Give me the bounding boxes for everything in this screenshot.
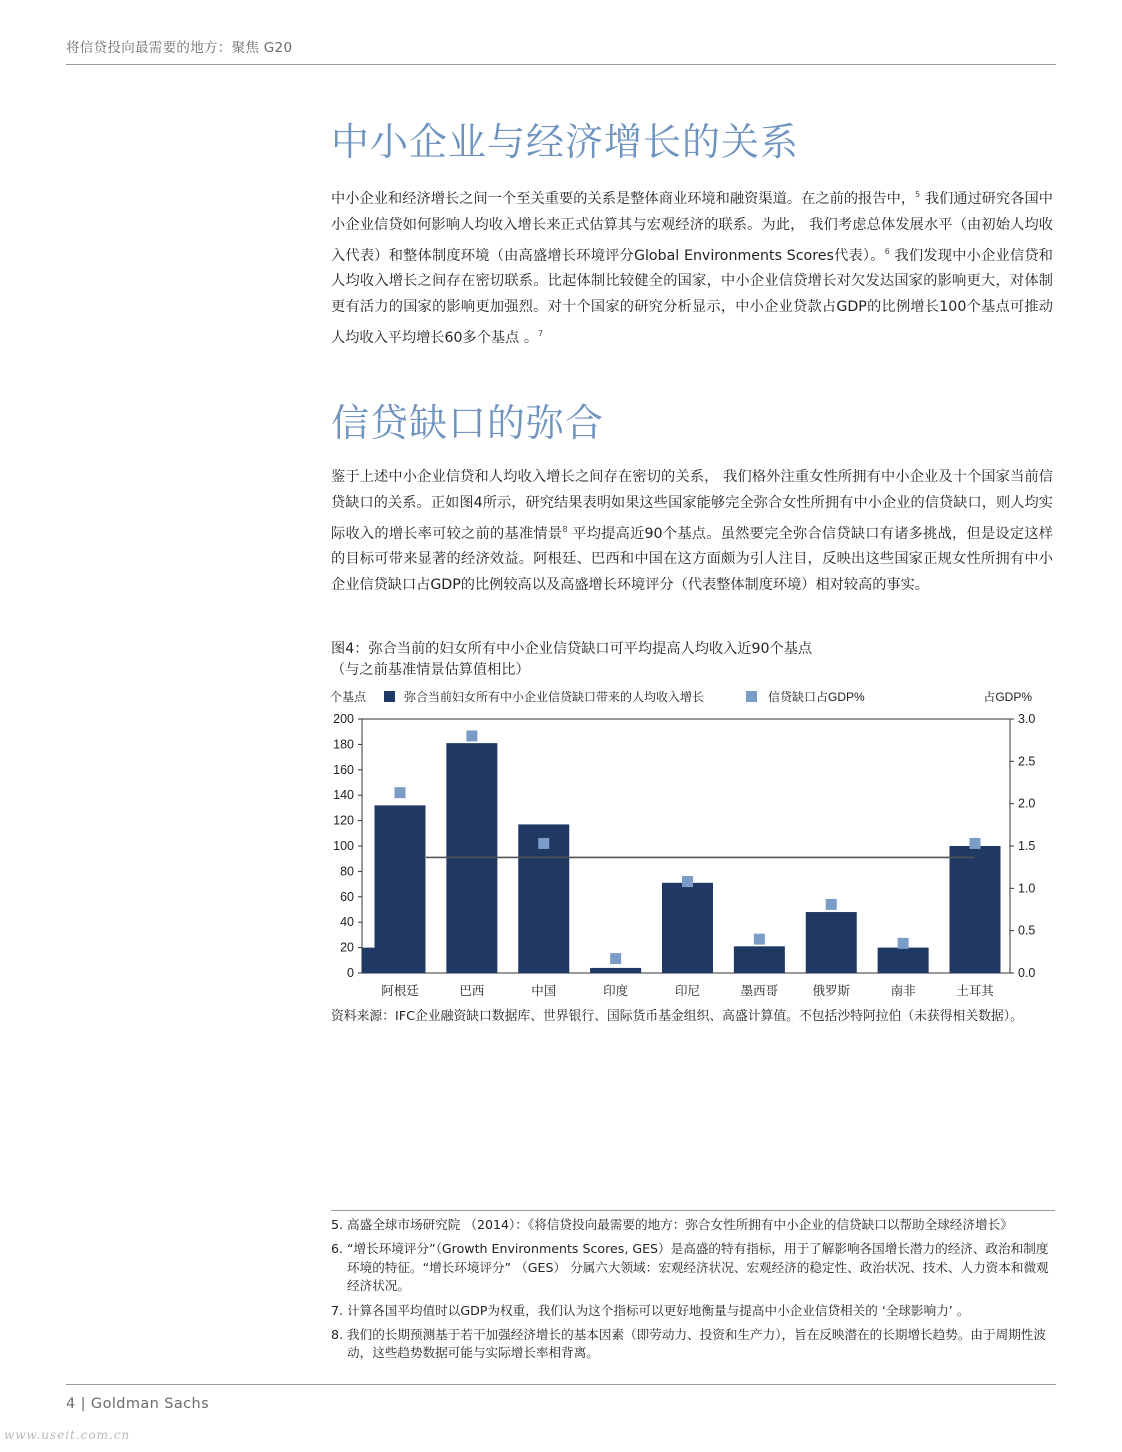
figure-title-line2: （与之前基准情景估算值相比） (331, 662, 530, 678)
bar-3 (590, 968, 641, 973)
page-footer: 4 | Goldman Sachs (66, 1396, 210, 1412)
marker-4 (682, 876, 693, 887)
marker-6 (826, 899, 837, 910)
marker-2 (538, 838, 549, 849)
footnote: 6. “增长环境评分”（Growth Environments Scores, GES）是高盛的特有指标，用于了解影响各国增长潜力的经济、政治和制度环境的特征。“增长环境评分” （GES） 分属六大领域：宏观经济状况、宏观经济的稳定性、政治状况、技术、人力资本和微观经济状况。 (331, 1241, 1049, 1294)
section1-paragraph (331, 182, 1053, 352)
marker-0 (395, 787, 406, 798)
figure-title (331, 639, 1053, 681)
right-tick-label: 1.5 (1018, 839, 1036, 853)
marker-1 (466, 730, 477, 741)
left-tick-label: 100 (333, 839, 354, 853)
category-label: 俄罗斯 (812, 984, 851, 998)
partial-bar (362, 948, 375, 973)
footnote-divider (331, 1210, 1055, 1211)
category-label: 巴西 (459, 984, 485, 998)
category-label: 土耳其 (956, 984, 994, 998)
left-tick-label: 120 (333, 813, 354, 828)
category-label: 阿根廷 (381, 984, 419, 998)
text-run: 平均提高近90个基点。虽然要完全弥合信贷缺口有诸多挑战，但是设定这样的目标可带来显著的经济效益。阿根廷、巴西和中国在这方面颇为引人注目，反映出这些国家正规女性所拥有中小企业信贷缺口占GDP的比例较高以及高盛增长环境评分（代表整体制度环境）相对较高的事实。 (331, 525, 1053, 594)
left-axis-unit: 个基点 (330, 690, 367, 704)
legend-label-markers: 信贷缺口占GDP% (768, 690, 865, 704)
legend-label-bars: 弥合当前妇女所有中小企业信贷缺口带来的人均收入增长 (404, 690, 705, 704)
marker-7 (898, 938, 909, 949)
watermark: www.useit.com.cn (4, 1428, 131, 1442)
legend-swatch-markers (746, 691, 757, 702)
right-tick-label: 2.5 (1018, 754, 1036, 769)
running-header: 将信贷投向最需要的地方：聚焦 G20 (66, 40, 293, 56)
footnote: 7. 计算各国平均值时以GDP为权重，我们认为这个指标可以更好地衡量与提高中小企业信贷相关的 ‘全球影响力’ 。 (331, 1302, 970, 1318)
right-tick-label: 0.5 (1018, 923, 1036, 938)
chart-svg (322, 685, 1062, 1005)
footnote-ref[interactable]: 7 (538, 328, 544, 338)
category-label: 墨西哥 (740, 984, 779, 998)
right-axis-unit: 占GDP% (983, 690, 1032, 704)
bar-4 (662, 883, 713, 973)
bar-6 (806, 912, 857, 973)
footnote-ref[interactable]: 5 (915, 190, 921, 199)
section2-paragraph (331, 465, 1053, 599)
footnotes (331, 1216, 1053, 1369)
footnote: 5. 高盛全球市场研究院 （2014）：《将信贷投向最需要的地方：弥合女性所拥有中小企业的信贷缺口以帮助全球经济增长》 (331, 1217, 1013, 1232)
footnote-ref[interactable]: 8 (562, 524, 568, 534)
legend-swatch-bars (384, 691, 395, 702)
footer-divider (66, 1384, 1056, 1385)
figure-title-line1: 图4：弥合当前的妇女所有中小企业信贷缺口可平均提高人均收入近90个基点 (331, 641, 813, 657)
header-divider (66, 64, 1056, 65)
left-tick-label: 80 (340, 864, 354, 879)
text-run: 鉴于上述中小企业信贷和人均收入增长之间存在密切的关系， 我们格外注重女性所拥有中小企业及十个国家当前信贷缺口的关系。正如图4所示，研究结果表明如果这些国家能够完全弥合女性所拥有中小企业的信贷缺口，则人均实际收入的增长率可较之前的基准情景 (331, 469, 1053, 542)
left-tick-label: 140 (333, 788, 354, 803)
figure-source: 资料来源：IFC企业融资缺口数据库、世界银行、国际货币基金组织、高盛计算值。不包括沙特阿拉伯（未获得相关数据）。 (331, 1009, 1023, 1024)
category-label: 南非 (890, 984, 916, 998)
marker-5 (754, 934, 765, 945)
right-tick-label: 2.0 (1018, 796, 1036, 811)
marker-8 (970, 838, 981, 849)
left-tick-label: 0 (347, 966, 354, 980)
right-tick-label: 0.0 (1018, 966, 1036, 980)
text-run: 我们发现中小企业信贷和人均收入增长之间存在密切联系。比起体制比较健全的国家，中小企业信贷增长对欠发达国家的影响更大，对体制更有活力的国家的影响更加强烈。对十个国家的研究分析显示，中小企业贷款占GDP的比例增长100个基点可推动人均收入平均增长60多个基点 。 (331, 247, 1053, 346)
section-title-credit-gap: 信贷缺口的弥合 (331, 401, 605, 445)
right-tick-label: 3.0 (1018, 712, 1036, 726)
chart (322, 685, 1062, 1005)
bar-0 (375, 805, 426, 973)
text-run: 我们通过研究各国中小企业信贷如何影响人均收入增长来正式估算其与宏观经济的联系。为此， 我们考虑总体发展水平（由初始人均收入代表）和整体制度环境（由高盛增长环境评分Global Environments Scores代表）。 (331, 191, 1053, 264)
bar-8 (950, 846, 1001, 973)
left-tick-label: 40 (340, 915, 354, 930)
footnote-ref[interactable]: 6 (884, 246, 890, 256)
right-tick-label: 1.0 (1018, 881, 1036, 896)
category-label: 印度 (603, 984, 629, 998)
bar-5 (734, 946, 785, 973)
bar-7 (878, 948, 929, 973)
left-tick-label: 200 (333, 712, 354, 726)
left-tick-label: 60 (340, 889, 354, 904)
category-label: 中国 (531, 984, 557, 998)
left-tick-label: 160 (333, 762, 354, 777)
left-tick-label: 20 (340, 940, 354, 955)
left-tick-label: 180 (333, 737, 354, 752)
marker-3 (610, 953, 621, 964)
footnote: 8. 我们的长期预测基于若干加强经济增长的基本因素（即劳动力、投资和生产力），旨在反映潜在的长期增长趋势。由于周期性波动，这些趋势数据可能与实际增长率相背离。 (331, 1327, 1046, 1361)
category-label: 印尼 (674, 984, 701, 998)
section-title-sme-growth: 中小企业与经济增长的关系 (331, 120, 800, 164)
text-run: 中小企业和经济增长之间一个至关重要的关系是整体商业环境和融资渠道。在之前的报告中， (331, 191, 916, 207)
